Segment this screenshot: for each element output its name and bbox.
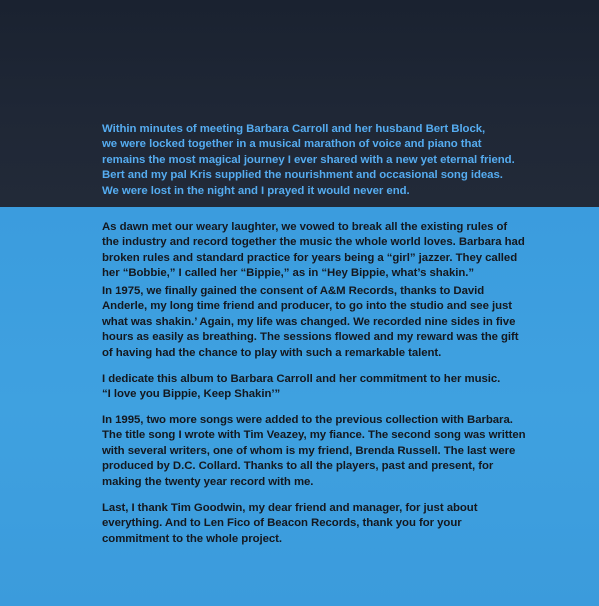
intro-line: remains the most magical journey I ever shared with a new yet eternal friend.	[102, 153, 515, 166]
paragraph-line: broken rules and standard practice for years being a “girl” jazzer. They called	[102, 251, 518, 264]
paragraph-line: Anderle, my long time friend and producer, to go into the studio and see just	[102, 300, 513, 313]
intro-line: We were lost in the night and I prayed it would never end.	[102, 184, 410, 197]
paragraph-line: Last, I thank Tim Goodwin, my dear friend and manager, for just about	[102, 502, 478, 514]
paragraph-line: commitment to the whole project.	[102, 532, 283, 545]
intro-line: Within minutes of meeting Barbara Carroll and her husband Bert Block,	[102, 123, 486, 135]
paragraph-1995	[102, 413, 592, 490]
paragraph-line: The title song I wrote with Tim Veazey, my fiance. The second song was written	[102, 429, 526, 442]
paragraph-line: her “Bobbie,” I called her “Bippie,” as in “Hey Bippie, what’s shakin.”	[102, 267, 475, 280]
paragraph-line: As dawn met our weary laughter, we vowed to break all the existing rules of	[102, 221, 508, 233]
paragraph-thanks	[102, 501, 592, 547]
paragraph-line: hours as easily as breathing. The sessions flowed and my reward was the gift	[102, 331, 519, 344]
paragraph-line: produced by D.C. Collard. Thanks to all the players, past and present, for	[102, 460, 494, 473]
paragraph-line: In 1975, we finally gained the consent of A&M Records, thanks to David	[102, 285, 485, 297]
paragraph-line: everything. And to Len Fico of Beacon Records, thank you for your	[102, 517, 462, 530]
paragraph-line: In 1995, two more songs were added to the previous collection with Barbara.	[102, 414, 513, 426]
paragraph-line: of having had the chance to play with such a remarkable talent.	[102, 346, 442, 359]
paragraph-line: the industry and record together the music the whole world loves. Barbara had	[102, 236, 525, 249]
paragraph-dedication	[102, 372, 592, 403]
paragraph-line: making the twenty year record with me.	[102, 475, 314, 488]
paragraph-1975	[102, 284, 592, 361]
paragraph-line: with several writers, one of whom is my friend, Brenda Russell. The last were	[102, 444, 516, 457]
intro-line: Bert and my pal Kris supplied the nourishment and occasional song ideas.	[102, 169, 503, 182]
paragraph-line: what was shakin.’ Again, my life was changed. We recorded nine sides in five	[102, 315, 516, 328]
intro-line: we were locked together in a musical marathon of voice and piano that	[102, 138, 482, 151]
paragraph-line: “I love you Bippie, Keep Shakin’”	[102, 388, 281, 401]
paragraph-line: I dedicate this album to Barbara Carroll and her commitment to her music.	[102, 373, 501, 385]
intro-paragraph	[102, 122, 592, 199]
paragraph-dawn	[102, 220, 592, 282]
